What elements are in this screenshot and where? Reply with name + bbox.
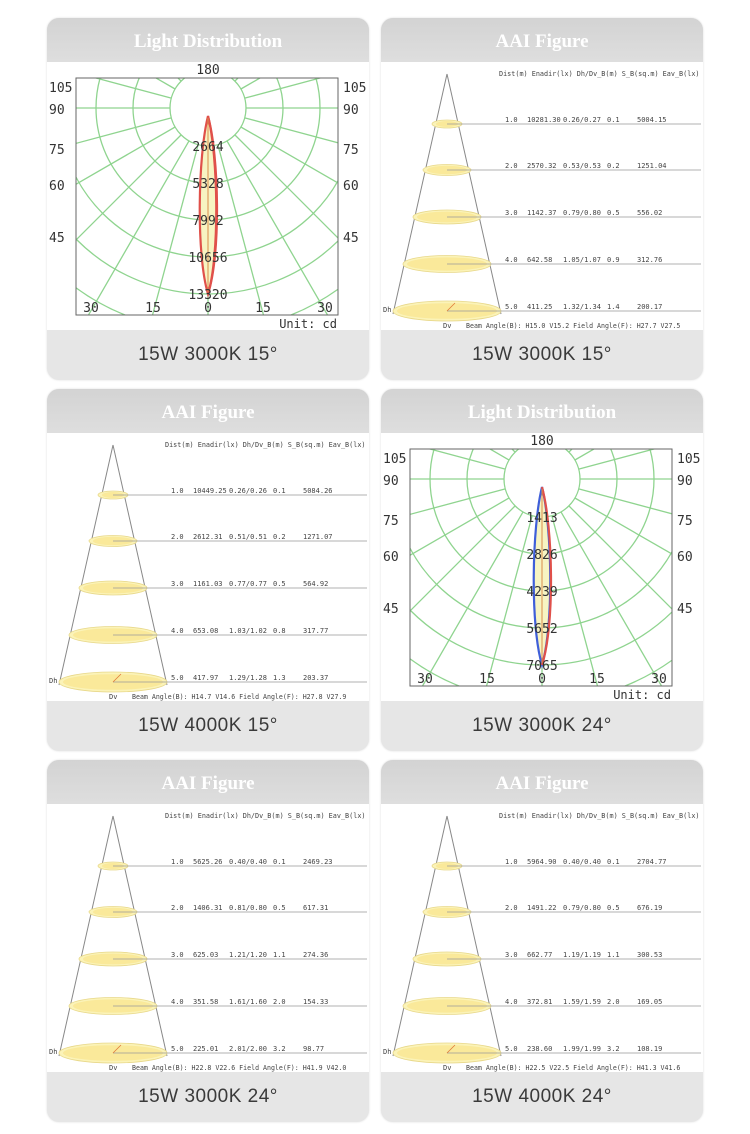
row-value-sb: 0.1: [607, 858, 620, 866]
angle-label-left: 90: [383, 474, 399, 489]
row-value-sb: 3.2: [607, 1045, 620, 1053]
row-value-sb: 0.1: [273, 487, 286, 495]
card-aai-figure-15w-3000k-24: [47, 760, 369, 1122]
card-figure-panel: [381, 804, 703, 1072]
dv-label: Dv: [109, 1064, 118, 1072]
angle-label-left: 90: [49, 103, 65, 118]
angle-label-left: 75: [49, 143, 65, 158]
row-value-eav: 5004.15: [637, 116, 667, 124]
cone-diagram: [381, 804, 703, 1072]
row-value-dhdv: 1.19/1.19: [563, 951, 601, 959]
row-value-dist: 3.0: [171, 951, 184, 959]
cone-table-header: Dist(m) Enadir(lx) Dh/Dv_B(m) S_B(sq.m) Eav_B(lx): [499, 70, 700, 78]
angle-label-left: 60: [49, 179, 65, 194]
row-value-eav: 564.92: [303, 580, 329, 588]
row-value-eav: 617.31: [303, 904, 329, 912]
beam-field-angle: Beam Angle(B): H15.0 V15.2 Field Angle(F): H27.7 V27.5: [466, 322, 681, 330]
ring-label: 7992: [192, 214, 224, 229]
row-value-eav: 154.33: [303, 998, 329, 1006]
unit-label: Unit: cd: [613, 688, 671, 701]
row-value-eav: 108.19: [637, 1045, 663, 1053]
row-value-dist: 5.0: [505, 1045, 518, 1053]
cone-edge-left: [393, 816, 447, 1056]
row-value-sb: 0.1: [273, 858, 286, 866]
angle-label-right: 75: [677, 514, 693, 529]
ring-label: 4239: [526, 585, 558, 600]
row-value-enadir: 1142.37: [527, 209, 557, 217]
row-value-enadir: 2612.31: [193, 533, 223, 541]
angle-label-left: 75: [383, 514, 399, 529]
grid-spoke: [218, 62, 363, 71]
angle-label-right: 60: [343, 179, 359, 194]
grid-spoke: [47, 141, 189, 330]
row-value-enadir: 351.58: [193, 998, 219, 1006]
grid-spoke: [53, 145, 198, 330]
row-value-enadir: 411.25: [527, 303, 553, 311]
ring-label: 5328: [192, 177, 224, 192]
row-value-dhdv: 0.26/0.27: [563, 116, 601, 124]
row-value-enadir: 2570.32: [527, 162, 557, 170]
row-value-enadir: 1406.31: [193, 904, 223, 912]
row-value-sb: 1.4: [607, 303, 620, 311]
cone-edge-left: [393, 74, 447, 314]
row-value-dist: 3.0: [505, 209, 518, 217]
row-value-dhdv: 0.77/0.77: [229, 580, 267, 588]
row-value-eav: 203.37: [303, 674, 329, 682]
cone-table-header: Dist(m) Enadir(lx) Dh/Dv_B(m) S_B(sq.m) Eav_B(lx): [499, 812, 700, 820]
row-value-dhdv: 1.05/1.07: [563, 256, 601, 264]
angle-label-bottom: 30: [83, 301, 99, 316]
angle-label-right: 75: [343, 143, 359, 158]
angle-label-bottom: 0: [204, 301, 212, 316]
cone-diagram: [381, 62, 703, 330]
row-value-dhdv: 0.79/0.80: [563, 209, 601, 217]
angle-label-right: 90: [343, 103, 359, 118]
row-value-dhdv: 1.32/1.34: [563, 303, 601, 311]
card-caption: 15W 3000K 24°: [138, 1086, 278, 1107]
grid-spoke: [561, 433, 703, 446]
row-value-eav: 2469.23: [303, 858, 333, 866]
polar-diagram: [381, 433, 703, 701]
grid-spoke: [552, 433, 697, 442]
row-value-dist: 1.0: [505, 116, 518, 124]
row-value-dhdv: 1.29/1.28: [229, 674, 267, 682]
angle-label-bottom: 15: [589, 672, 605, 687]
card-caption: 15W 4000K 24°: [472, 1086, 612, 1107]
row-value-sb: 0.5: [273, 580, 286, 588]
row-value-eav: 312.76: [637, 256, 663, 264]
dv-label: Dv: [109, 693, 118, 701]
ring-label: 10656: [188, 251, 228, 266]
row-value-eav: 169.05: [637, 998, 663, 1006]
row-value-dist: 2.0: [171, 904, 184, 912]
card-aai-figure-15w-4000k-24: [381, 760, 703, 1122]
dv-label: Dv: [443, 322, 452, 330]
card-aai-figure-15w-3000k-15: [381, 18, 703, 380]
row-value-dhdv: 1.03/1.02: [229, 627, 267, 635]
row-value-dist: 5.0: [171, 674, 184, 682]
row-value-enadir: 10449.25: [193, 487, 227, 495]
row-value-sb: 3.2: [273, 1045, 286, 1053]
row-value-enadir: 225.01: [193, 1045, 219, 1053]
row-value-dist: 1.0: [505, 858, 518, 866]
cone-edge-right: [113, 445, 167, 685]
row-value-sb: 0.2: [273, 533, 286, 541]
row-value-dist: 4.0: [505, 256, 518, 264]
row-value-enadir: 662.77: [527, 951, 553, 959]
row-value-dhdv: 1.61/1.60: [229, 998, 267, 1006]
ring-label: 13320: [188, 288, 228, 303]
card-aai-figure-15w-4000k-15: [47, 389, 369, 751]
ring-label: 5652: [526, 622, 558, 637]
row-value-eav: 556.02: [637, 209, 663, 217]
angle-label-right: 45: [343, 231, 359, 246]
row-value-enadir: 417.97: [193, 674, 219, 682]
cone-edge-right: [447, 74, 501, 314]
row-value-sb: 1.3: [273, 674, 286, 682]
row-value-sb: 2.0: [607, 998, 620, 1006]
dh-label: Dh: [49, 1048, 58, 1056]
cone-edge-right: [447, 816, 501, 1056]
angle-label-left: 45: [383, 602, 399, 617]
row-value-enadir: 653.08: [193, 627, 219, 635]
row-value-eav: 200.17: [637, 303, 663, 311]
angle-label-left: 45: [49, 231, 65, 246]
row-value-eav: 1251.04: [637, 162, 667, 170]
row-value-eav: 274.36: [303, 951, 329, 959]
row-value-dhdv: 2.01/2.00: [229, 1045, 267, 1053]
cone-diagram: [47, 433, 369, 701]
ring-label: 1413: [526, 511, 558, 526]
row-value-dhdv: 0.81/0.80: [229, 904, 267, 912]
row-value-eav: 98.77: [303, 1045, 325, 1053]
card-title: AAI Figure: [495, 31, 589, 52]
row-value-dhdv: 0.51/0.51: [229, 533, 267, 541]
row-value-eav: 676.19: [637, 904, 663, 912]
angle-label-right: 60: [677, 550, 693, 565]
row-value-sb: 0.8: [273, 627, 286, 635]
beam-field-angle: Beam Angle(B): H22.8 V22.6 Field Angle(F): H41.9 V42.0: [132, 1064, 347, 1072]
row-value-dist: 3.0: [505, 951, 518, 959]
row-value-sb: 0.9: [607, 256, 620, 264]
angle-label-left: 60: [383, 550, 399, 565]
card-light-distribution-15w-3000k-24: [381, 389, 703, 751]
row-value-eav: 2704.77: [637, 858, 667, 866]
card-figure-panel: [47, 433, 369, 701]
row-value-dist: 4.0: [171, 627, 184, 635]
cone-edge-left: [59, 445, 113, 685]
row-value-dist: 5.0: [505, 303, 518, 311]
grid-spoke: [387, 516, 532, 701]
dh-label: Dh: [383, 306, 392, 314]
ring-label: 7065: [526, 659, 558, 674]
beam-field-angle: Beam Angle(B): H22.5 V22.5 Field Angle(F): H41.3 V41.6: [466, 1064, 681, 1072]
row-value-enadir: 5625.26: [193, 858, 223, 866]
angle-label-bottom: 15: [255, 301, 271, 316]
angle-label-top: 180: [196, 63, 220, 78]
grid-spoke: [53, 62, 198, 71]
grid-spoke: [47, 127, 175, 330]
angle-label-right: 105: [677, 452, 701, 467]
row-value-enadir: 372.81: [527, 998, 553, 1006]
row-value-enadir: 1491.22: [527, 904, 557, 912]
grid-spoke: [218, 145, 363, 330]
row-value-dhdv: 1.59/1.59: [563, 998, 601, 1006]
angle-label-bottom: 30: [651, 672, 667, 687]
angle-label-top: 180: [530, 434, 554, 449]
row-value-dhdv: 0.40/0.40: [563, 858, 601, 866]
card-title: Light Distribution: [133, 31, 283, 52]
card-figure-panel: [47, 62, 369, 330]
row-value-dist: 2.0: [171, 533, 184, 541]
card-figure-panel: [47, 804, 369, 1072]
grid-spoke: [227, 62, 369, 75]
row-value-sb: 1.1: [273, 951, 286, 959]
angle-label-left: 105: [49, 81, 73, 96]
cone-table-header: Dist(m) Enadir(lx) Dh/Dv_B(m) S_B(sq.m) Eav_B(lx): [165, 441, 366, 449]
row-value-sb: 2.0: [273, 998, 286, 1006]
angle-label-bottom: 30: [317, 301, 333, 316]
row-value-enadir: 5964.90: [527, 858, 557, 866]
row-value-sb: 0.1: [607, 116, 620, 124]
row-value-dist: 1.0: [171, 858, 184, 866]
grid-spoke: [381, 512, 523, 701]
row-value-enadir: 10281.30: [527, 116, 561, 124]
angle-label-bottom: 0: [538, 672, 546, 687]
card-title: AAI Figure: [161, 773, 255, 794]
row-value-dist: 4.0: [505, 998, 518, 1006]
ring-label: 2826: [526, 548, 558, 563]
row-value-dist: 3.0: [171, 580, 184, 588]
card-light-distribution-15w-3000k-15: [47, 18, 369, 380]
ring-label: 2664: [192, 140, 224, 155]
cone-edge-left: [59, 816, 113, 1056]
row-value-sb: 1.1: [607, 951, 620, 959]
row-value-eav: 1271.07: [303, 533, 333, 541]
card-title: Light Distribution: [467, 402, 617, 423]
angle-label-left: 105: [383, 452, 407, 467]
grid-spoke: [47, 135, 181, 330]
unit-label: Unit: cd: [279, 317, 337, 330]
row-value-sb: 0.5: [607, 209, 620, 217]
row-value-sb: 0.2: [607, 162, 620, 170]
row-value-enadir: 642.58: [527, 256, 553, 264]
row-value-sb: 0.5: [273, 904, 286, 912]
row-value-dhdv: 0.26/0.26: [229, 487, 267, 495]
grid-spoke: [47, 62, 189, 75]
beam-field-angle: Beam Angle(B): H14.7 V14.6 Field Angle(F): H27.8 V27.9: [132, 693, 347, 701]
angle-label-right: 45: [677, 602, 693, 617]
row-value-dist: 2.0: [505, 162, 518, 170]
card-caption: 15W 4000K 15°: [138, 715, 278, 736]
row-value-dist: 1.0: [171, 487, 184, 495]
card-figure-panel: [381, 62, 703, 330]
grid-spoke: [381, 433, 523, 446]
row-value-sb: 0.5: [607, 904, 620, 912]
row-value-dist: 4.0: [171, 998, 184, 1006]
row-value-eav: 317.77: [303, 627, 329, 635]
card-caption: 15W 3000K 24°: [472, 715, 612, 736]
card-figure-panel: [381, 433, 703, 701]
row-value-dhdv: 1.21/1.20: [229, 951, 267, 959]
row-value-enadir: 625.03: [193, 951, 219, 959]
polar-diagram: [47, 62, 369, 330]
cone-edge-right: [113, 816, 167, 1056]
row-value-dist: 5.0: [171, 1045, 184, 1053]
row-value-enadir: 238.60: [527, 1045, 553, 1053]
angle-label-bottom: 30: [417, 672, 433, 687]
angle-label-bottom: 15: [145, 301, 161, 316]
row-value-eav: 5084.26: [303, 487, 333, 495]
row-value-dhdv: 0.53/0.53: [563, 162, 601, 170]
card-title: AAI Figure: [495, 773, 589, 794]
card-caption: 15W 3000K 15°: [472, 344, 612, 365]
grid-spoke: [387, 433, 532, 442]
angle-label-bottom: 15: [479, 672, 495, 687]
grid-spoke: [552, 516, 697, 701]
cone-table-header: Dist(m) Enadir(lx) Dh/Dv_B(m) S_B(sq.m) Eav_B(lx): [165, 812, 366, 820]
row-value-enadir: 1161.03: [193, 580, 223, 588]
row-value-dhdv: 1.99/1.99: [563, 1045, 601, 1053]
angle-label-right: 105: [343, 81, 367, 96]
card-title: AAI Figure: [161, 402, 255, 423]
dh-label: Dh: [383, 1048, 392, 1056]
dv-label: Dv: [443, 1064, 452, 1072]
grid-spoke: [381, 498, 509, 701]
angle-label-right: 90: [677, 474, 693, 489]
row-value-eav: 300.53: [637, 951, 663, 959]
row-value-dhdv: 0.79/0.80: [563, 904, 601, 912]
dh-label: Dh: [49, 677, 58, 685]
row-value-dhdv: 0.40/0.40: [229, 858, 267, 866]
cone-diagram: [47, 804, 369, 1072]
row-value-dist: 2.0: [505, 904, 518, 912]
card-caption: 15W 3000K 15°: [138, 344, 278, 365]
grid-spoke: [381, 506, 515, 701]
